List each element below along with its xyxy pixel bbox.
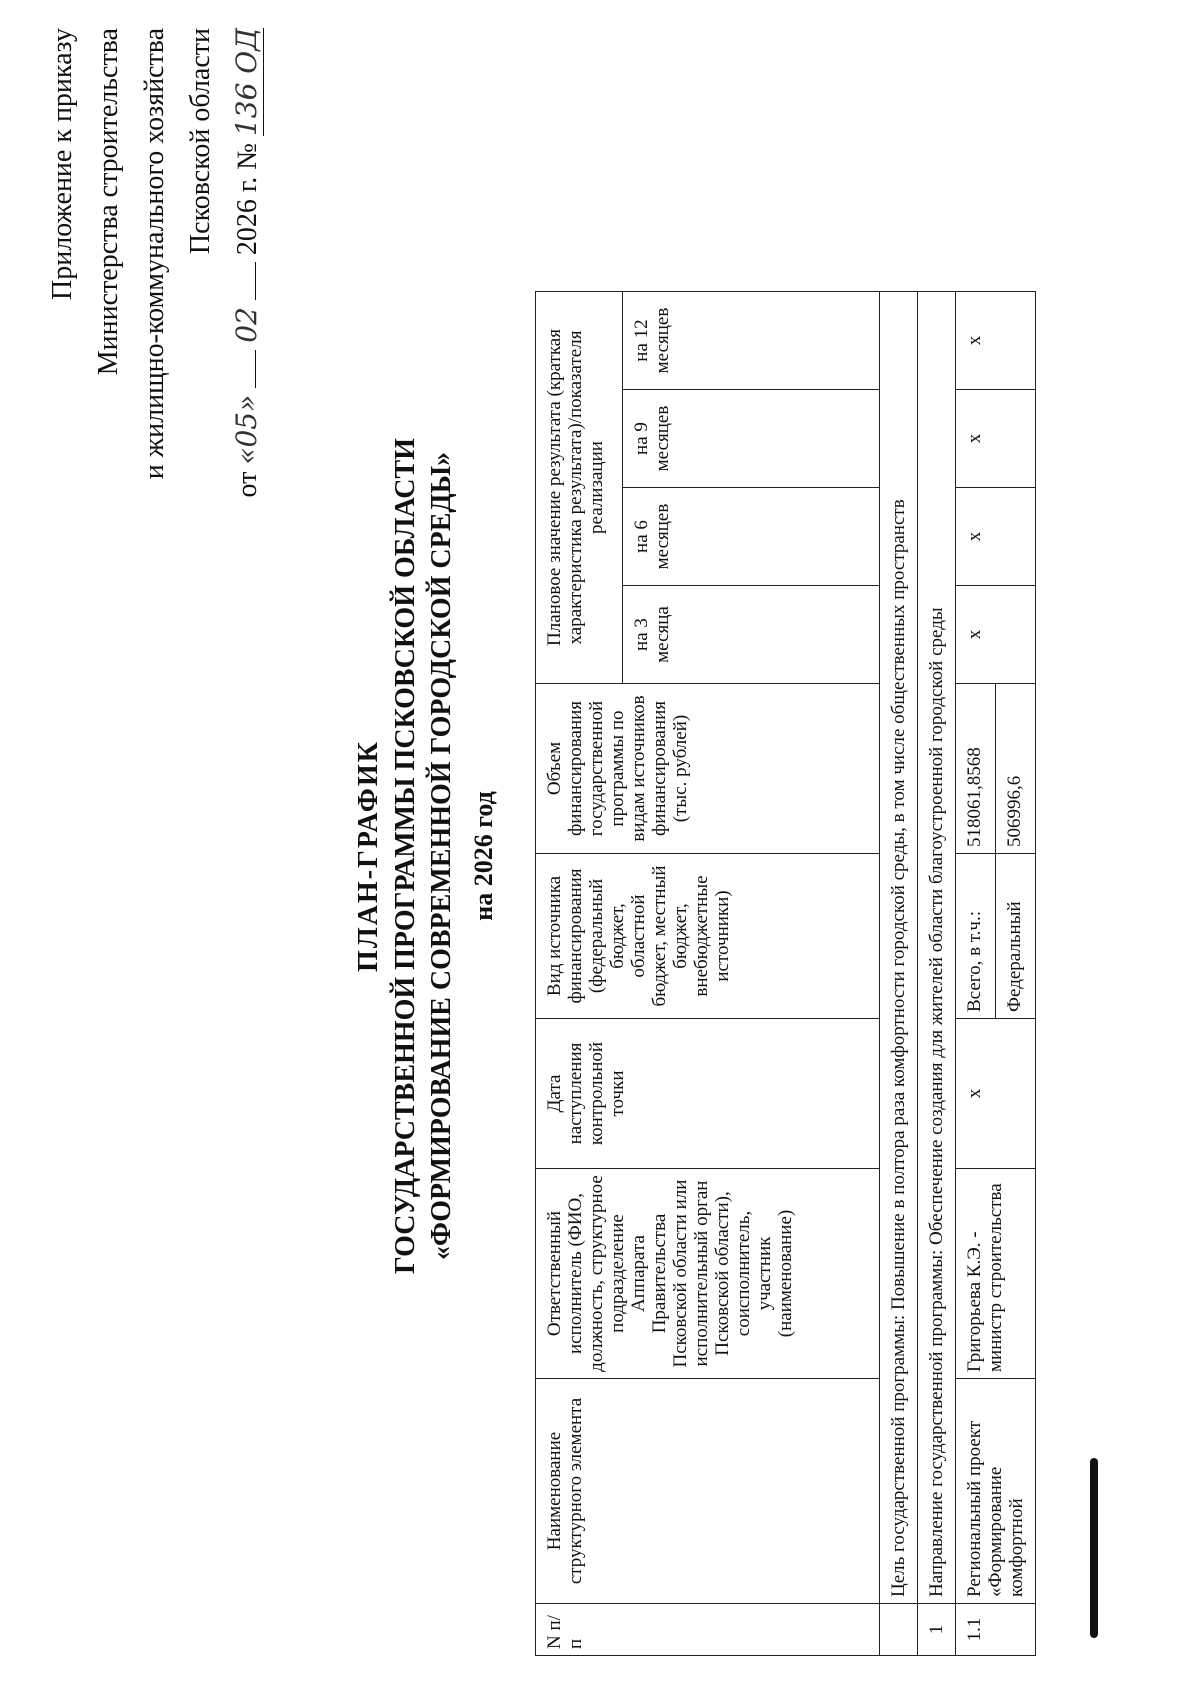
row-m3: х — [956, 586, 1036, 684]
header-num: N п/п — [536, 1604, 880, 1656]
direction-text: Направление государственной программы: Обеспечение создания для жителей области благоустроенной городской среды — [918, 292, 956, 1604]
row-date: х — [956, 1019, 1036, 1169]
appendix-date-line — [224, 28, 271, 548]
row-m12: х — [956, 292, 1036, 390]
title-line-4: на 2026 год — [469, 791, 498, 921]
table-header-row — [536, 292, 623, 1656]
header-name: Наименование структурного элемента — [536, 1379, 880, 1604]
title-line-1: ПЛАН-ГРАФИК — [353, 740, 384, 972]
row-source-federal: Федеральный — [996, 854, 1036, 1019]
document-title — [350, 156, 504, 1556]
table-row — [956, 292, 996, 1656]
appendix-number: 136 ОД — [230, 28, 263, 137]
appendix-line-3: и жилищно-коммунального хозяйства — [139, 28, 170, 480]
scan-mark — [1090, 1458, 1098, 1638]
header-m6: на 6 месяцев — [623, 488, 880, 586]
appendix-line-2: Министерства строительства — [93, 28, 124, 376]
appendix-from: от — [232, 471, 263, 498]
appendix-year: 2026 г. № — [232, 143, 263, 256]
goal-row — [880, 292, 918, 1656]
header-responsible: Ответственный исполнитель (ФИО, должность, структурное подразделение Аппарата Правительства Псковской области или исполнительный орган Псковской области), соисполнитель, участник (наименование) — [536, 1169, 880, 1379]
row-m6: х — [956, 488, 1036, 586]
header-planned: Плановое значение результата (краткая характеристика результата)/показателя реализации — [536, 292, 623, 684]
row-m9: х — [956, 390, 1036, 488]
row-amount-total: 518061,8568 — [956, 684, 996, 854]
row-source-total: Всего, в т.ч.: — [956, 854, 996, 1019]
row-num: 1.1 — [956, 1604, 1036, 1656]
title-line-2: ГОСУДАРСТВЕННОЙ ПРОГРАММЫ ПСКОВСКОЙ ОБЛАСТИ — [390, 438, 421, 1274]
header-m3: на 3 месяца — [623, 586, 880, 684]
header-volume: Объем финансирования государственной программы по видам источников финансирования (тыс. рублей) — [536, 684, 880, 854]
appendix-line-4: Псковской области — [185, 28, 216, 255]
plan-table — [535, 291, 1036, 1656]
header-m12: на 12 месяцев — [623, 292, 880, 390]
header-m9: на 9 месяцев — [623, 390, 880, 488]
goal-text: Цель государственной программы: Повышение в полтора раза комфортности городской среды, в том числе общественных пространств — [880, 292, 918, 1604]
direction-row — [918, 292, 956, 1656]
row-name: Региональный проект «Формирование комфортной — [956, 1379, 1036, 1604]
appendix-block — [40, 28, 271, 548]
appendix-month: 02 — [230, 307, 263, 343]
header-date: Дата наступления контрольной точки — [536, 1019, 880, 1169]
title-line-3: «ФОРМИРОВАНИЕ СОВРЕМЕННОЙ ГОРОДСКОЙ СРЕДЫ» — [426, 451, 457, 1261]
header-source: Вид источника финансирования (федеральный бюджет, областной бюджет, местный бюджет, внебюджетные источники) — [536, 854, 880, 1019]
appendix-line-1: Приложение к приказу — [47, 28, 78, 300]
row-amount-federal: 506996,6 — [996, 684, 1036, 854]
appendix-day: «05» — [230, 394, 263, 465]
direction-num: 1 — [918, 1604, 956, 1656]
row-responsible: Григорьева К.Э. - министр строительства — [956, 1169, 1036, 1379]
